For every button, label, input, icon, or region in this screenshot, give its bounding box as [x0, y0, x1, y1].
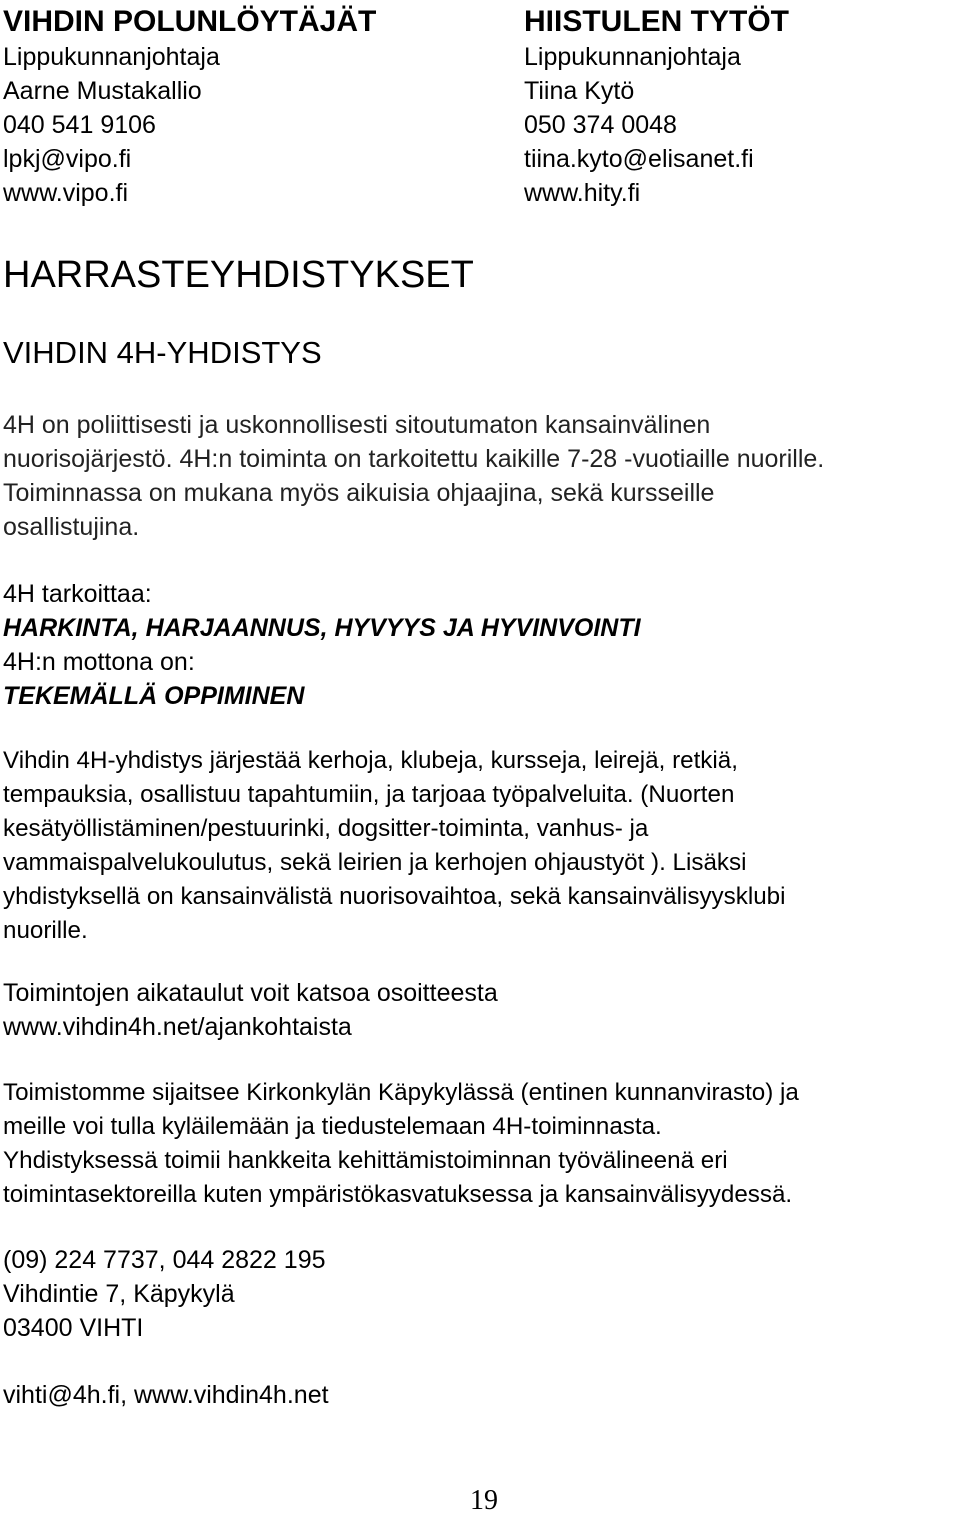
activities-paragraph	[3, 744, 960, 948]
paragraph-line: toimintasektoreilla kuten ympäristökasvatuksessa ja kansainvälisyydessä.	[3, 1181, 793, 1208]
paragraph-line: nuorille.	[3, 917, 88, 944]
contact-phones: (09) 224 7737, 044 2822 195	[3, 1246, 326, 1274]
paragraph-line: meille voi tulla kyläilemään ja tiedustelemaan 4H-toiminnasta.	[3, 1113, 662, 1140]
org-role: Lippukunnanjohtaja	[3, 43, 220, 71]
motto-label: 4H:n mottona on:	[3, 648, 195, 676]
org-web-link[interactable]: www.vipo.fi	[3, 179, 129, 207]
schedule-block	[3, 976, 960, 1044]
meaning-words: HARKINTA, HARJAANNUS, HYVYYS JA HYVINVOINTI	[3, 614, 641, 642]
section-heading: HARRASTEYHDISTYKSET	[3, 254, 474, 296]
paragraph-line: Yhdistyksessä toimii hankkeita kehittämistoiminnan työvälineenä eri	[3, 1147, 728, 1174]
org-web-link[interactable]: www.hity.fi	[524, 179, 641, 207]
org-vihdin-polunloytajat	[3, 4, 503, 210]
office-paragraph	[3, 1076, 960, 1212]
contact-postal: 03400 VIHTI	[3, 1314, 144, 1342]
paragraph-line: Vihdin 4H-yhdistys järjestää kerhoja, klubeja, kursseja, leirejä, retkiä,	[3, 747, 738, 774]
meaning-label: 4H tarkoittaa:	[3, 580, 152, 608]
org-email-link[interactable]: lpkj@vipo.fi	[3, 145, 132, 173]
org-role: Lippukunnanjohtaja	[524, 43, 741, 71]
paragraph-line: osallistujina.	[3, 513, 140, 541]
contact-email-web-text[interactable]: vihti@4h.fi, www.vihdin4h.net	[3, 1381, 329, 1409]
paragraph-line: kesätyöllistäminen/pestuurinki, dogsitter-toiminta, vanhus- ja	[3, 815, 649, 842]
contact-street: Vihdintie 7, Käpykylä	[3, 1280, 235, 1308]
motto-text: TEKEMÄLLÄ OPPIMINEN	[3, 682, 305, 710]
paragraph-line: vammaispalvelukoulutus, sekä leirien ja kerhojen ohjaustyöt ). Lisäksi	[3, 849, 747, 876]
paragraph-line: Toimistomme sijaitsee Kirkonkylän Käpykylässä (entinen kunnanvirasto) ja	[3, 1079, 799, 1106]
page-number: 19	[470, 1485, 498, 1516]
org-contact-name: Aarne Mustakallio	[3, 77, 202, 105]
contact-block	[3, 1243, 960, 1345]
org-contact-name: Tiina Kytö	[524, 77, 635, 105]
org-email-link[interactable]: tiina.kyto@elisanet.fi	[524, 145, 754, 173]
org-title: VIHDIN POLUNLÖYTÄJÄT	[3, 5, 377, 38]
org-title: HIISTULEN TYTÖT	[524, 5, 789, 38]
meaning-block	[3, 577, 960, 713]
paragraph-line: Toiminnassa on mukana myös aikuisia ohjaajina, sekä kursseille	[3, 479, 715, 507]
org-hiistulen-tytot	[524, 4, 954, 210]
paragraph-line: 4H on poliittisesti ja uskonnollisesti sitoutumaton kansainvälinen	[3, 411, 711, 439]
paragraph-line: nuorisojärjestö. 4H:n toiminta on tarkoitettu kaikille 7-28 -vuotiaille nuorille.	[3, 445, 825, 473]
intro-paragraph	[3, 408, 960, 544]
schedule-link[interactable]: www.vihdin4h.net/ajankohtaista	[3, 1013, 352, 1041]
schedule-text: Toimintojen aikataulut voit katsoa osoitteesta	[3, 979, 498, 1007]
org-phone: 040 541 9106	[3, 111, 156, 139]
paragraph-line: yhdistyksellä on kansainvälistä nuorisovaihtoa, sekä kansainvälisyysklubi	[3, 883, 786, 910]
org-phone: 050 374 0048	[524, 111, 677, 139]
sub-heading: VIHDIN 4H-YHDISTYS	[3, 335, 322, 370]
paragraph-line: tempauksia, osallistuu tapahtumiin, ja tarjoaa työpalveluita. (Nuorten	[3, 781, 735, 808]
contact-email-web	[3, 1378, 960, 1412]
